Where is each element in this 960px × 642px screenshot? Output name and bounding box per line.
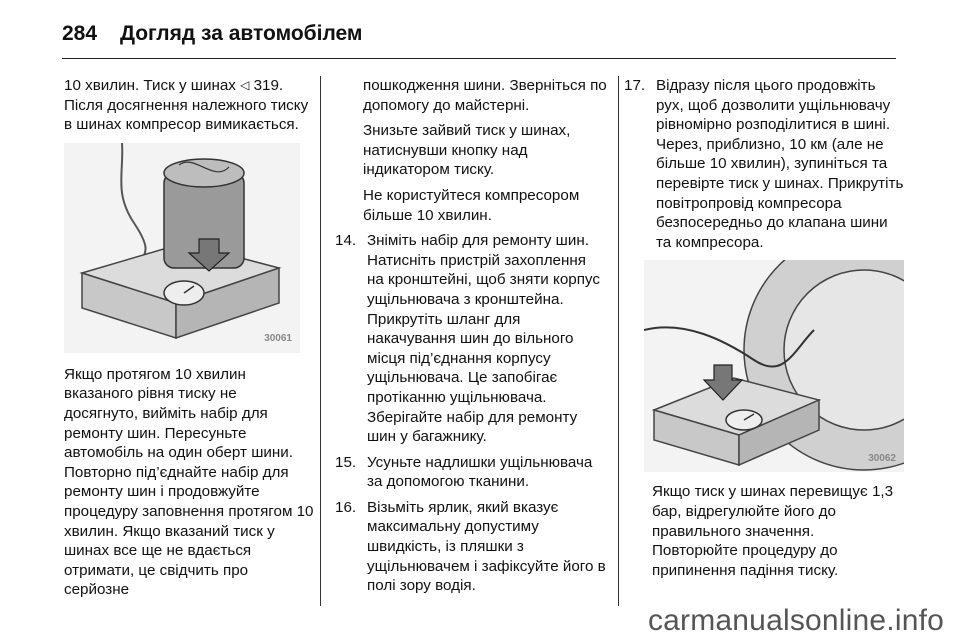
list-item-text: Усуньте надлишки ущільнювача за допомогою тканини.: [367, 453, 593, 491]
tyre-compressor-illustration: [644, 260, 904, 472]
watermark: carmanualsonline.info: [647, 604, 944, 637]
col2-paragraph-3: Не користуйтеся компресором більше 10 хвилин.: [363, 186, 580, 224]
col1-paragraph-1: 10 хвилин. Тиск у шинах ◁ 319. Після досягнення належного тиску в шинах компресор вимикається.: [64, 77, 309, 134]
list-item-text: Відразу після цього продовжіть рух, щоб дозволити ущільнювачу рівномірно розподілитися в шині. Через, приблизно, 10 км (але не більше 10 хвилин), зупиніться та перевірте тиск у шинах. Прикрутіть повітропровід компресора безпосередньо до клапана шини та компресора.: [656, 77, 904, 251]
page-header: [0, 0, 960, 60]
list-item: [335, 231, 607, 447]
page-number: 284: [62, 22, 98, 45]
list-item: [624, 76, 904, 252]
figure-id: 30061: [264, 333, 292, 345]
column-divider-2: [618, 76, 619, 606]
column-2: [335, 76, 607, 596]
list-item-text: Візьміть ярлик, який вказує максимальну допустиму швидкість, із пляшки з ущільнювачем і зафіксуйте його в полі зору водія.: [367, 498, 606, 595]
list-item-number: 15.: [335, 453, 357, 471]
column-divider-1: [320, 76, 321, 606]
list-item-number: 17.: [624, 77, 646, 94]
tyre-compressor-image: [644, 260, 904, 472]
reference-arrow-icon: ◁: [240, 78, 250, 92]
list-item-number: 16.: [335, 498, 357, 516]
list-item-text: Зніміть набір для ремонту шин. Натисніть пристрій захоплення на кронштейні, щоб зняти корпус ущільнювача з кронштейна. Прикрутіть шланг для накачування шин до вільного місця під’єднання корпусу ущільнювача. Це запобігає протіканню ущільнювача. Зберігайте набір для ремонту шин у багажнику.: [367, 232, 600, 446]
compressor-illustration: [64, 143, 300, 353]
column-1: [64, 76, 314, 600]
col3-paragraph: Якщо тиск у шинах перевищує 1,3 бар, відрегулюйте його до правильного значення. Повторюйте процедуру до припинення падіння тиску.: [652, 483, 894, 579]
compressor-image: [64, 143, 300, 353]
list-item: [335, 453, 607, 492]
column-3: [624, 76, 904, 580]
col2-paragraph-1: пошкодження шини. Зверніться по допомогу до майстерні.: [363, 77, 607, 114]
page-title: Догляд за автомобілем: [120, 22, 363, 45]
list-item-number: 14.: [335, 232, 357, 250]
col1-paragraph-2: Якщо протягом 10 хвилин вказаного рівня тиску не досягнуто, вийміть набір для ремонту шин. Пересуньте автомобіль на один оберт шини. Повторно під’єднайте набір для ремонту шин і продовжуйте процедуру заповнення протягом 10 хвилин. Якщо вказаний тиск у шинах все ще не вдається отримати, це свідчить про серйозне: [64, 365, 314, 599]
header-divider: [62, 58, 896, 59]
list-item: [335, 498, 607, 596]
col2-paragraph-2: Знизьте зайвий тиск у шинах, натиснувши кнопку над індикатором тиску.: [363, 122, 571, 179]
figure-id: 30062: [868, 452, 896, 464]
